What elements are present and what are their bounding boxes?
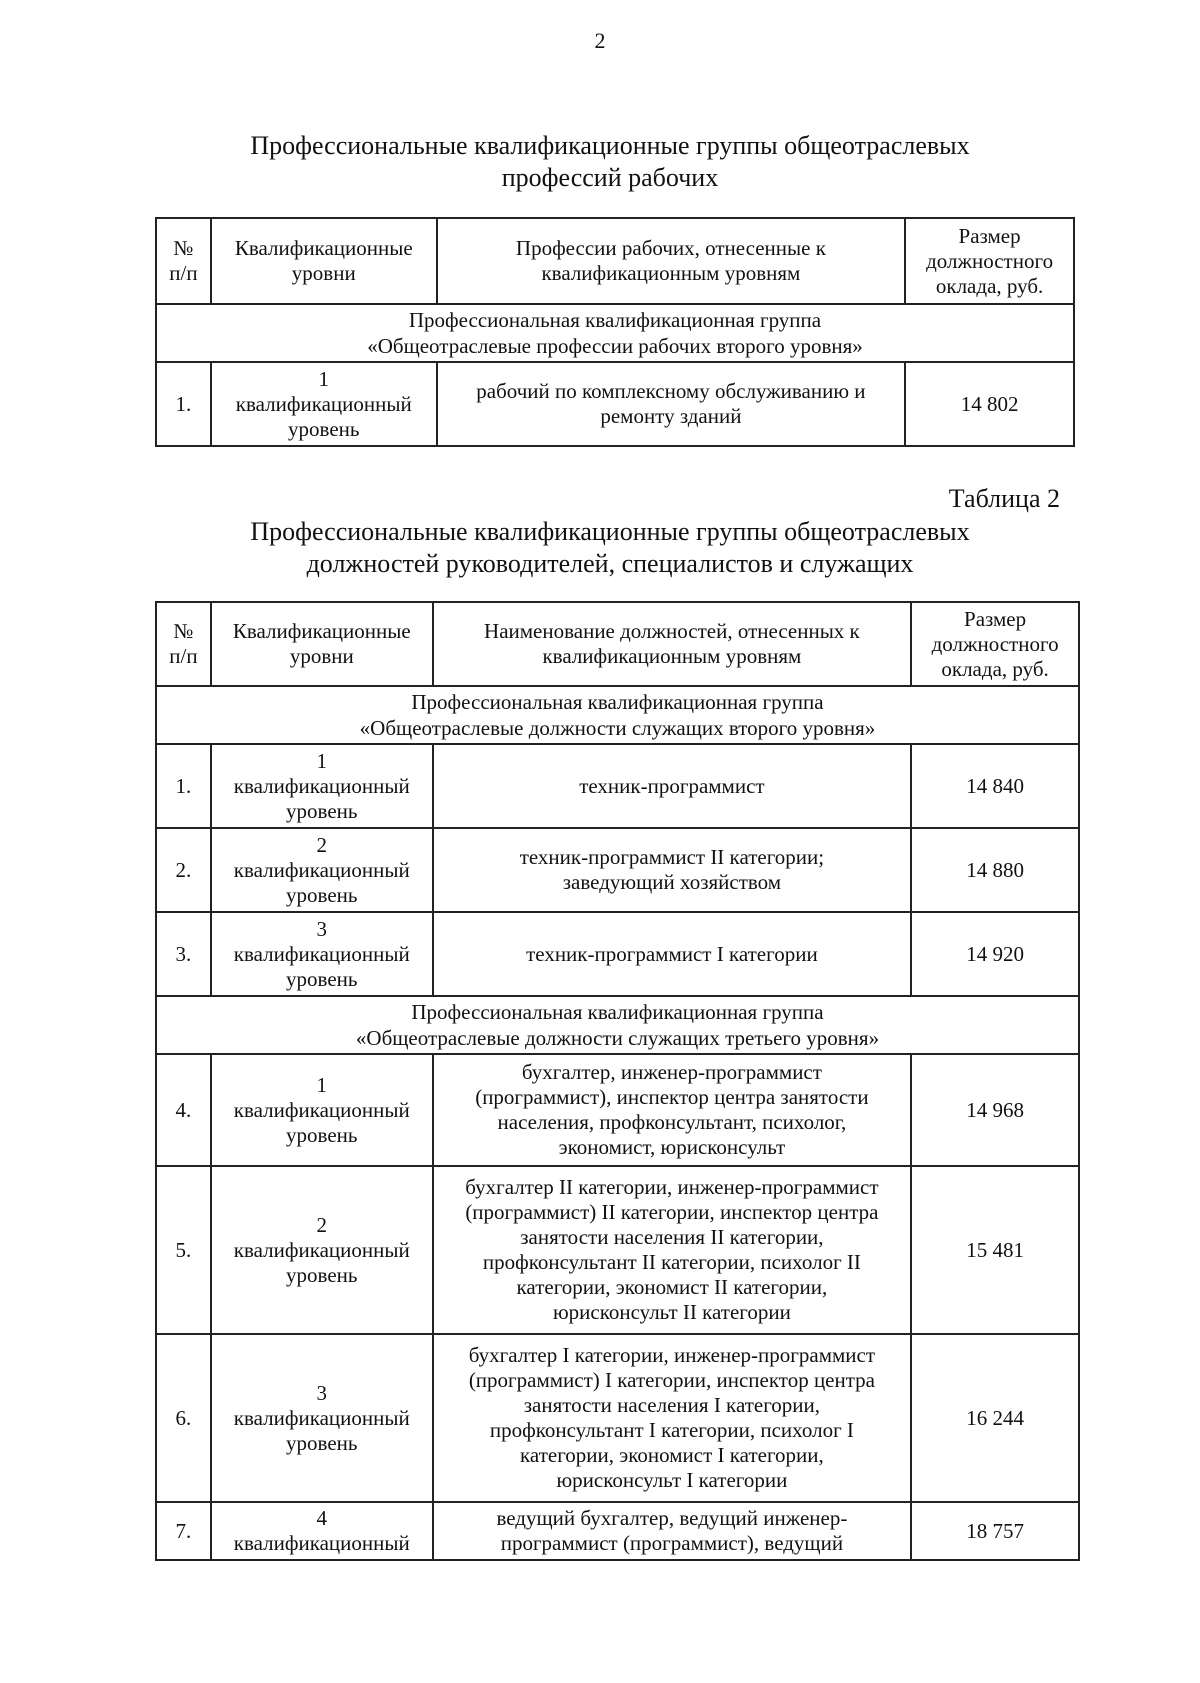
- row-position: техник-программист I категории: [433, 912, 911, 996]
- row-num: 6.: [156, 1334, 211, 1502]
- row-salary: 14 920: [911, 912, 1079, 996]
- group-row: [156, 304, 1074, 362]
- header-salary: Размер должностного оклада, руб.: [905, 218, 1074, 304]
- row-num: 1.: [156, 362, 211, 446]
- table2-title-line2: должностей руководителей, специалистов и служащих: [306, 549, 914, 578]
- row-level: 1 квалификационный уровень: [211, 744, 433, 828]
- table-row: [156, 744, 1079, 828]
- header-profession: Профессии рабочих, отнесенные к квалификационным уровням: [437, 218, 906, 304]
- row-salary: 14 840: [911, 744, 1079, 828]
- table-header-row: [156, 218, 1074, 304]
- row-level: 2 квалификационный уровень: [211, 1166, 433, 1334]
- table1-title-line2: профессий рабочих: [501, 163, 719, 192]
- header-num: № п/п: [156, 602, 211, 686]
- table-row: [156, 1054, 1079, 1166]
- table-row: [156, 1334, 1079, 1502]
- row-num: 3.: [156, 912, 211, 996]
- row-level: 4 квалификационный: [211, 1502, 433, 1560]
- table-row: [156, 362, 1074, 446]
- row-salary: 15 481: [911, 1166, 1079, 1334]
- row-num: 1.: [156, 744, 211, 828]
- table-row: [156, 1502, 1079, 1560]
- page-number: 2: [594, 28, 606, 53]
- row-salary: 18 757: [911, 1502, 1079, 1560]
- table2-caption: Таблица 2: [948, 484, 1060, 513]
- row-num: 5.: [156, 1166, 211, 1334]
- row-salary: 14 802: [905, 362, 1074, 446]
- group-row: [156, 686, 1079, 744]
- row-num: 2.: [156, 828, 211, 912]
- group-row: [156, 996, 1079, 1054]
- row-salary: 14 968: [911, 1054, 1079, 1166]
- row-num: 7.: [156, 1502, 211, 1560]
- header-level: Квалификационные уровни: [211, 218, 437, 304]
- row-position: ведущий бухгалтер, ведущий инженер- программист (программист), ведущий: [433, 1502, 911, 1560]
- table2-title-line1: Профессиональные квалификационные группы общеотраслевых: [250, 517, 970, 546]
- workers-table: [155, 217, 1075, 447]
- table-row: [156, 912, 1079, 996]
- group-title: Профессиональная квалификационная группа «Общеотраслевые профессии рабочих второго уровня»: [156, 304, 1074, 362]
- group-title: Профессиональная квалификационная группа «Общеотраслевые должности служащих третьего уровня»: [156, 996, 1079, 1054]
- header-salary: Размер должностного оклада, руб.: [911, 602, 1079, 686]
- employees-table: [155, 601, 1080, 1561]
- row-level: 2 квалификационный уровень: [211, 828, 433, 912]
- table2-title: [150, 516, 1070, 580]
- table-header-row: [156, 602, 1079, 686]
- table1-title-line1: Профессиональные квалификационные группы общеотраслевых: [250, 131, 970, 160]
- row-position: бухгалтер, инженер-программист (программист), инспектор центра занятости населения, профконсультант, психолог, экономист, юрисконсульт: [433, 1054, 911, 1166]
- table-row: [156, 1166, 1079, 1334]
- group-title: Профессиональная квалификационная группа «Общеотраслевые должности служащих второго уровня»: [156, 686, 1079, 744]
- row-profession: рабочий по комплексному обслуживанию и ремонту зданий: [437, 362, 906, 446]
- header-num: № п/п: [156, 218, 211, 304]
- row-level: 3 квалификационный уровень: [211, 1334, 433, 1502]
- row-level: 1 квалификационный уровень: [211, 1054, 433, 1166]
- row-position: бухгалтер I категории, инженер-программист (программист) I категории, инспектор центра занятости населения I категории, профконсультант I категории, психолог I категории, экономист I категории, юрисконсульт I категории: [433, 1334, 911, 1502]
- row-position: техник-программист II категории; заведующий хозяйством: [433, 828, 911, 912]
- row-level: 1 квалификационный уровень: [211, 362, 437, 446]
- row-level: 3 квалификационный уровень: [211, 912, 433, 996]
- row-position: бухгалтер II категории, инженер-программист (программист) II категории, инспектор центра занятости населения II категории, профконсультант II категории, психолог II категории, экономист II категории, юрисконсульт II категории: [433, 1166, 911, 1334]
- header-level: Квалификационные уровни: [211, 602, 433, 686]
- table1-title: [150, 130, 1070, 194]
- row-salary: 14 880: [911, 828, 1079, 912]
- row-num: 4.: [156, 1054, 211, 1166]
- header-position: Наименование должностей, отнесенных к квалификационным уровням: [433, 602, 911, 686]
- table-row: [156, 828, 1079, 912]
- row-salary: 16 244: [911, 1334, 1079, 1502]
- row-position: техник-программист: [433, 744, 911, 828]
